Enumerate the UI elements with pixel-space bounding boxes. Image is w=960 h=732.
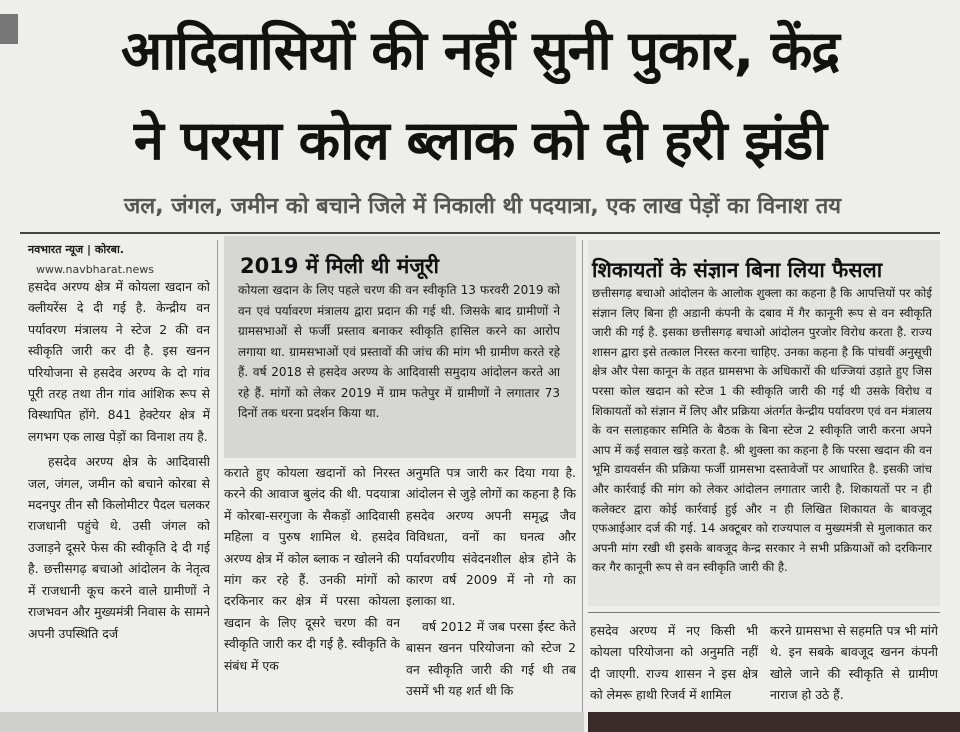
column-divider — [217, 240, 218, 712]
column-1 — [28, 276, 210, 712]
sidebar-box-approval-title: 2019 में मिली थी मंजूरी — [240, 254, 439, 278]
subheadline: जल, जंगल, जमीन को बचाने जिले में निकाली थी पदयात्रा, एक लाख पेड़ों का विनाश तय — [123, 194, 842, 219]
column-2-paragraph-1: कराते हुए कोयला खदानों को निरस्त करने की आवाज बुलंद की थी. पदयात्रा में कोरबा-सरगुजा के सैकड़ों आदिवासी महिला व पुरुष शामिल थे. हसदेव अरण्य क्षेत्र में कोल ब्लाक न खोलने की मांग कर रहे हैं. उनकी मांगों को दरकिनार कर क्षेत्र में परसा कोयला खदान के लिए दूसरे चरण की वन स्वीकृति जारी कर दी गई है. स्वीकृति के संबंध में एक — [224, 465, 400, 673]
sidebar-box-complaints-title: शिकायतों के संज्ञान बिना लिया फैसला — [592, 258, 883, 282]
sidebar-box-approval-paragraph: कोयला खदान के लिए पहले चरण की वन स्वीकृति 13 फरवरी 2019 को वन एवं पर्यावरण मंत्रालय द्वारा प्रदान की गई थी. जिसके बाद ग्रामीणों ने ग्रामसभाओं से फर्जी प्रस्ताव बनाकर स्वीकृति हासिल करने का आरोप लगाया था. ग्रामसभाओं एवं प्रस्तावों की जांच की मांग भी ग्रामीण करते रहे हैं. वर्ष 2018 से हसदेव अरण्य के आदिवासी समुदाय आंदोलन करते आ रहे हैं. मांगों को लेकर 2019 में ग्राम फतेपुर में ग्रामीणों ने लगातार 73 दिनों तक धरना प्रदर्शन किया था. — [238, 283, 560, 420]
sidebar-box-complaints-paragraph: छत्तीसगढ़ बचाओ आंदोलन के आलोक शुक्ला का कहना है कि आपत्तियों पर कोई संज्ञान लिए बिना ही अडानी कंपनी के दबाव में गैर कानूनी रूप से वन स्वीकृति जारी की गई है. इसका छत्तीसगढ़ बचाओ आंदोलन पुरजोर विरोध करता है. राज्य शासन द्वारा इसे तत्काल निरस्त करना चाहिए. उनका कहना है कि पांचवीं अनुसूची क्षेत्र और पेसा कानून के तहत ग्रामसभा के अधिकारों की धज्जियां उड़ाते हुए जिस परसा कोल खदान को स्टेज 1 की स्वीकृति जारी की गई थी उसके विरोध व शिकायतों को संज्ञान में लिए और प्रक्रिया अंतर्गत केन्द्रीय पर्यावरण एवं वन मंत्रालय के वन सलाहकार समिति के बैठक के बिना स्टेज 2 स्वीकृति जारी करना अपने आप में कई सवाल खड़े करता है. श्री शुक्ला का कहना है कि परसा खदान की वन भूमि डायवर्सन की प्रक्रिया फर्जी ग्रामसभा दस्तावेजों पर आधारित है. इसकी जांच और कार्रवाई की मांग को लेकर आंदोलन लगातार जारी है. शिकायतों पर न ही कलेक्टर द्वारा कोई कार्रवाई हुई और न ही लिखित शिकायत के बावजूद एफआईआर दर्ज की गई. 14 अक्टूबर को राज्यपाल व मुख्यमंत्री से मुलाकात कर अपनी मांग रखी थी इसके बावजूद केन्द्र सरकार ने सभी प्रक्रियाओं को दरकिनार कर गैर कानूनी रूप से वन स्वीकृति जारी की है. — [592, 286, 932, 575]
headline-line-1: आदिवासियों की नहीं सुनी पुकार, केंद्र — [120, 19, 840, 82]
column-divider-2 — [582, 240, 583, 712]
byline-source: नवभारत न्यूज | कोरबा. — [28, 243, 124, 256]
column-3 — [406, 462, 576, 712]
sidebar-box-approval-body — [238, 280, 560, 456]
box-bottom-rule — [588, 612, 940, 613]
sidebar-box-approval — [224, 236, 576, 458]
column-3-paragraph-2: वर्ष 2012 में जब परसा ईस्ट केते बासन खनन परियोजना को स्टेज 2 वन स्वीकृति जारी की गई थी तब उसमें भी यह शर्त थी कि — [406, 618, 576, 699]
sidebar-box-complaints-body — [592, 284, 932, 602]
headline-rule — [20, 232, 940, 234]
sidebar-box-complaints — [588, 240, 940, 606]
bottom-strip-left — [0, 712, 584, 732]
column-4 — [590, 620, 758, 712]
bottom-strip-right — [588, 712, 960, 732]
column-3-paragraph-1: अनुमति पत्र जारी कर दिया गया है. आंदोलन से जुड़े लोगों का कहना है कि हसदेव अरण्य अपनी समृद्ध जैव विविधता, वनों का घनत्व और पर्यावरणीय संवेदनशील क्षेत्र होने के कारण वर्ष 2009 में नो गो का इलाका था. — [406, 465, 576, 609]
byline-website: www.navbharat.news — [36, 263, 154, 276]
column-5-paragraph-1: करने ग्रामसभा से सहमति पत्र भी मांगे थे. इन सबके बावजूद खनन कंपनी खोले जाने की स्वीकृति से ग्रामीण नाराज हो उठे हैं. — [770, 623, 938, 703]
column-5 — [770, 620, 938, 712]
column-2 — [224, 462, 400, 712]
column-1-paragraph-2: हसदेव अरण्य क्षेत्र के आदिवासी जल, जंगल, जमीन को बचाने कोरबा से मदनपुर तीन सौ किलोमीटर पैदल चलकर राजधानी पहुंचे थे. उसी जंगल को उजाड़ने दूसरे फेस की स्वीकृति दे दी गई है. छत्तीसगढ़ बचाओ आंदोलन के नेतृत्व में राजधानी कूच करने वाले ग्रामीणों ने राजभवन और मुख्यमंत्री निवास के सामने अपनी उपस्थिति दर्ज — [28, 454, 210, 641]
column-4-paragraph-1: हसदेव अरण्य में नए किसी भी कोयला परियोजना को अनुमति नहीं दी जाएगी. राज्य शासन ने इस क्षेत्र को लेमरू हाथी रिजर्व में शामिल — [590, 623, 758, 703]
column-1-paragraph-1: हसदेव अरण्य क्षेत्र में कोयला खदान को क्लीयरेंस दे दी गई है. केन्द्रीय वन पर्यावरण मंत्रालय ने स्टेज 2 की वन स्वीकृति जारी कर दी है. इस खनन परियोजना से हसदेव अरण्य के दो गांव पूरी तरह तथा तीन गांव आंशिक रूप से विस्थापित होंगे. 841 हेक्टेयर क्षेत्र में लगभग एक लाख पेड़ों का विनाश तय है. — [28, 279, 210, 444]
headline-line-2: ने परसा कोल ब्लाक को दी हरी झंडी — [133, 109, 827, 172]
